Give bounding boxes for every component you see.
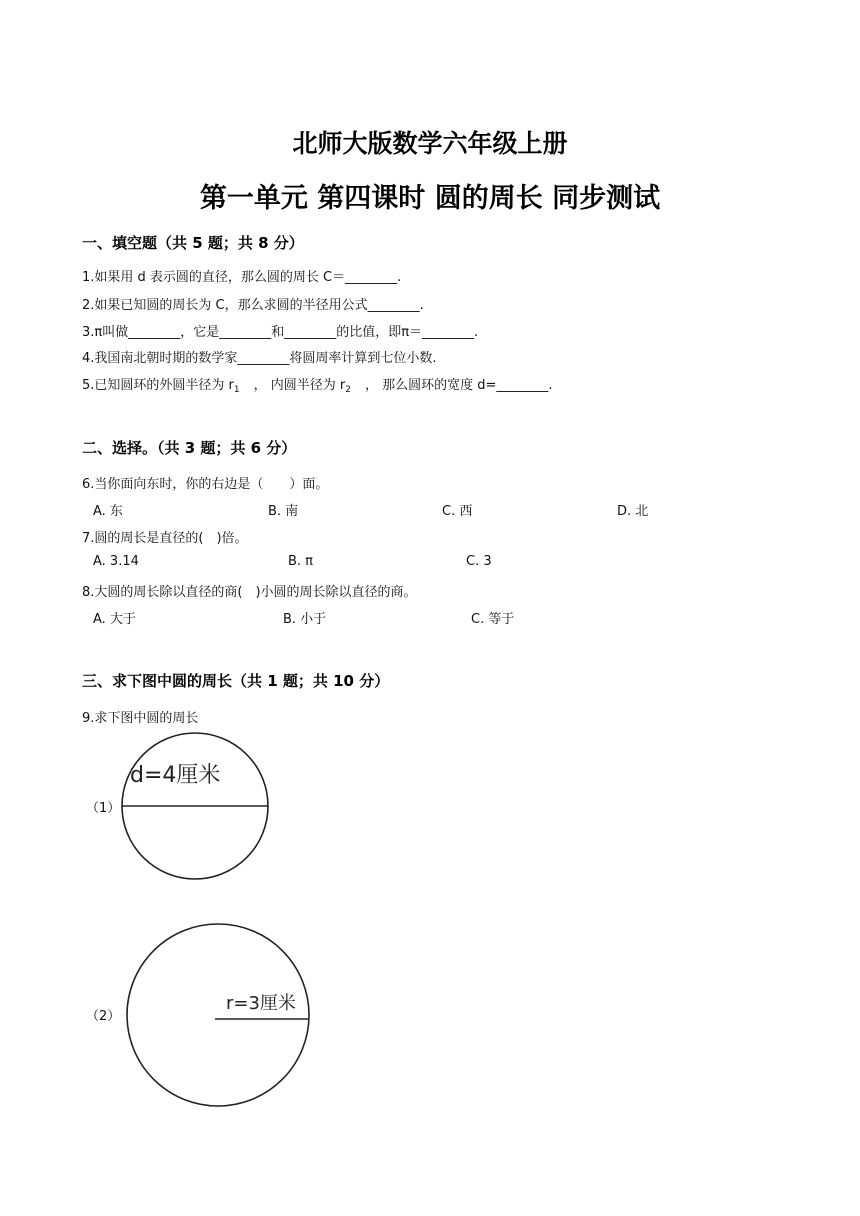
question-7: 7.圆的周长是直径的( )倍。 — [82, 531, 248, 546]
question-5-part-a: 5.已知圆环的外圆半径为 r — [82, 378, 234, 393]
question-5-part-c: ， 那么圆环的宽度 d=________. — [364, 378, 553, 393]
question-2: 2.如果已知圆的周长为 C，那么求圆的半径用公式________. — [82, 298, 424, 313]
question-6-option-a: A. 东 — [93, 504, 123, 519]
figure-1-label: （1） — [86, 801, 121, 816]
question-6-option-c: C. 西 — [442, 504, 473, 519]
question-5-part-b: ， 内圆半径为 r — [253, 378, 346, 393]
question-1: 1.如果用 d 表示圆的直径，那么圆的周长 C＝________. — [82, 270, 402, 285]
question-8-option-c: C. 等于 — [471, 612, 515, 627]
page-subtitle: 第一单元 第四课时 圆的周长 同步测试 — [199, 183, 661, 214]
question-7-option-c: C. 3 — [466, 554, 492, 569]
radius-label: r=3厘米 — [226, 993, 296, 1014]
question-5 — [82, 374, 553, 395]
figure-2-label: （2） — [86, 1009, 121, 1024]
question-8: 8.大圆的周长除以直径的商( )小圆的周长除以直径的商。 — [82, 585, 417, 600]
question-6: 6.当你面向东时，你的右边是（ ）面。 — [82, 477, 329, 492]
question-8-option-a: A. 大于 — [93, 612, 136, 627]
page-title: 北师大版数学六年级上册 — [292, 129, 568, 158]
question-4: 4.我国南北朝时期的数学家________将圆周率计算到七位小数. — [82, 351, 437, 366]
question-7-option-a: A. 3.14 — [93, 554, 139, 569]
question-6-option-d: D. 北 — [617, 504, 649, 519]
question-5-subscript-2: 2 — [345, 385, 351, 395]
question-8-option-b: B. 小于 — [283, 612, 327, 627]
figure-1-circle-diameter — [118, 728, 278, 888]
question-5-subscript-1: 1 — [233, 385, 240, 395]
question-7-option-b: B. π — [288, 554, 314, 569]
question-3: 3.π叫做________，它是________和________的比值，即π＝________. — [82, 325, 479, 340]
section-heading-fill-blank: 一、填空题（共 5 题；共 8 分） — [82, 234, 304, 252]
section-heading-figure: 三、求下图中圆的周长（共 1 题；共 10 分） — [82, 672, 390, 690]
diameter-label: d=4厘米 — [130, 763, 221, 788]
question-9: 9.求下图中圆的周长 — [82, 711, 199, 726]
circle-outline — [127, 924, 309, 1106]
figure-2-circle-radius — [122, 918, 322, 1118]
question-6-option-b: B. 南 — [268, 504, 299, 519]
section-heading-choice: 二、选择。（共 3 题；共 6 分） — [82, 439, 297, 457]
